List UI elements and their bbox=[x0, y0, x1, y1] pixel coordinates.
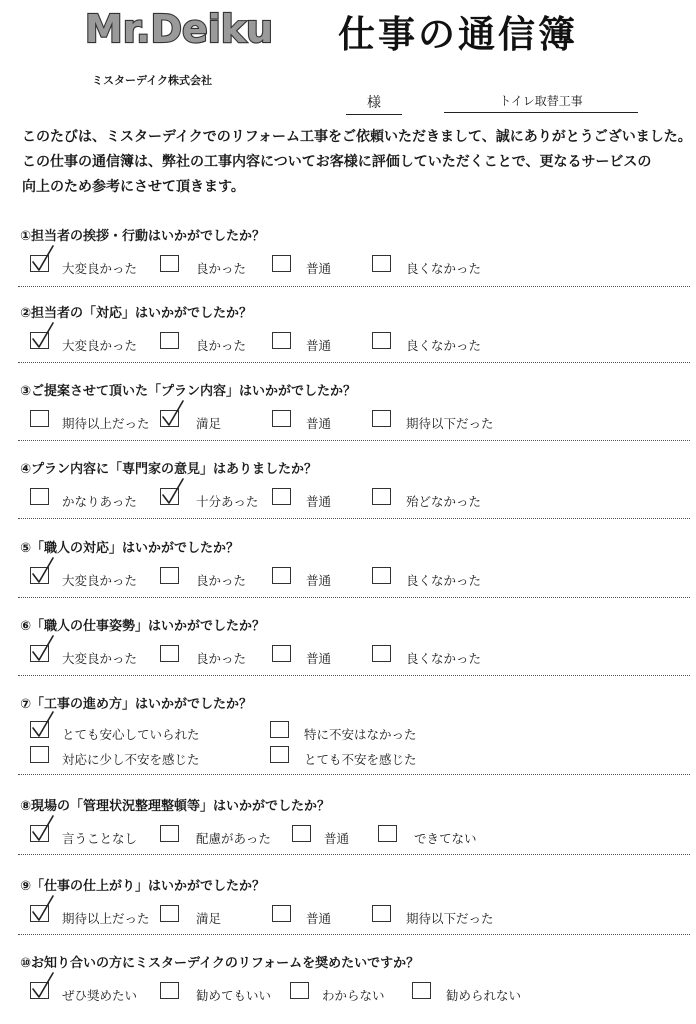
option-label: 満足 bbox=[196, 911, 222, 926]
option-label: 殆どなかった bbox=[406, 494, 482, 509]
option-label: 良くなかった bbox=[406, 573, 482, 588]
checkbox[interactable] bbox=[160, 332, 179, 349]
option-label: 勧められない bbox=[446, 988, 522, 1003]
checkbox[interactable] bbox=[30, 255, 49, 272]
question-title: ⑦「工事の進め方」はいかがでしたか？ bbox=[20, 697, 253, 712]
check-mark-icon bbox=[29, 634, 57, 664]
checkbox[interactable] bbox=[272, 488, 291, 505]
checkbox[interactable] bbox=[30, 825, 49, 842]
svg-text:Mr.Deiku: Mr.Deiku bbox=[84, 7, 274, 50]
option-label: 配慮があった bbox=[196, 831, 271, 846]
checkbox[interactable] bbox=[160, 905, 179, 922]
check-mark-icon bbox=[29, 971, 57, 1001]
option-label: 良くなかった bbox=[406, 261, 482, 276]
intro-line: このたびは、ミスターデイクでのリフォーム工事をご依頼いただきまして、誠にありがとうございました。 bbox=[22, 129, 692, 145]
section-divider bbox=[18, 675, 690, 676]
checkbox[interactable] bbox=[272, 255, 291, 272]
option-label: 十分あった bbox=[196, 494, 259, 509]
checkbox[interactable] bbox=[372, 488, 391, 505]
checkbox[interactable] bbox=[270, 721, 289, 738]
checkbox[interactable] bbox=[160, 488, 179, 505]
option-label: 期待以上だった bbox=[62, 416, 150, 431]
section-divider bbox=[18, 440, 690, 441]
option-label: 対応に少し不安を感じた bbox=[62, 752, 200, 767]
question-title: ⑧現場の「管理状況整理整頓等」はいかがでしたか？ bbox=[20, 799, 331, 814]
question-title: ④プラン内容に「専門家の意見」はありましたか？ bbox=[20, 462, 318, 477]
intro-line: この仕事の通信簿は、弊社の工事内容についてお客様に評価していただくことで、更なるサービスの bbox=[22, 154, 652, 170]
option-label: 普通 bbox=[306, 911, 332, 926]
option-label: 普通 bbox=[306, 261, 332, 276]
question-title: ⑩お知り合いの方にミスターデイクのリフォームを奨めたいですか？ bbox=[20, 956, 420, 971]
option-label: 勧めてもいい bbox=[196, 988, 272, 1003]
option-label: ぜひ奨めたい bbox=[62, 988, 138, 1003]
option-label: 普通 bbox=[306, 494, 332, 509]
option-label: 期待以上だった bbox=[62, 911, 150, 926]
option-label: 普通 bbox=[324, 831, 350, 846]
checkbox[interactable] bbox=[160, 982, 179, 999]
option-label: 普通 bbox=[306, 338, 332, 353]
checkbox[interactable] bbox=[372, 410, 391, 427]
checkbox[interactable] bbox=[30, 645, 49, 662]
option-label: 大変良かった bbox=[62, 573, 138, 588]
check-mark-icon bbox=[29, 894, 57, 924]
check-mark-icon bbox=[29, 710, 57, 740]
checkbox[interactable] bbox=[160, 410, 179, 427]
question-title: ⑤「職人の対応」はいかがでしたか？ bbox=[20, 541, 240, 556]
checkbox[interactable] bbox=[30, 721, 49, 738]
section-divider bbox=[18, 362, 690, 363]
option-label: 期待以下だった bbox=[406, 416, 494, 431]
question-title: ①担当者の挨拶・行動はいかがでしたか？ bbox=[20, 229, 266, 244]
option-label: 特に不安はなかった bbox=[304, 727, 417, 742]
option-label: 大変良かった bbox=[62, 261, 138, 276]
option-label: わからない bbox=[322, 988, 385, 1003]
option-label: 良くなかった bbox=[406, 651, 482, 666]
work-name-field: トイレ取替工事 bbox=[444, 92, 638, 113]
option-label: かなりあった bbox=[62, 494, 137, 509]
customer-name-field: 様 bbox=[346, 92, 402, 115]
check-mark-icon bbox=[29, 814, 57, 844]
checkbox[interactable] bbox=[30, 905, 49, 922]
checkbox[interactable] bbox=[30, 982, 49, 999]
checkbox[interactable] bbox=[272, 567, 291, 584]
check-mark-icon bbox=[159, 399, 187, 429]
checkbox[interactable] bbox=[160, 567, 179, 584]
option-label: 普通 bbox=[306, 651, 332, 666]
section-divider bbox=[18, 597, 690, 598]
check-mark-icon bbox=[29, 321, 57, 351]
checkbox[interactable] bbox=[272, 332, 291, 349]
checkbox[interactable] bbox=[30, 567, 49, 584]
check-mark-icon bbox=[29, 556, 57, 586]
option-label: 普通 bbox=[306, 416, 332, 431]
company-name: ミスターデイク株式会社 bbox=[92, 74, 213, 87]
option-label: できてない bbox=[414, 831, 477, 846]
option-label: 良かった bbox=[196, 651, 247, 666]
option-label: 期待以下だった bbox=[406, 911, 494, 926]
checkbox[interactable] bbox=[412, 982, 431, 999]
checkbox[interactable] bbox=[290, 982, 309, 999]
option-label: 良かった bbox=[196, 261, 247, 276]
checkbox[interactable] bbox=[270, 746, 289, 763]
option-label: とても不安を感じた bbox=[304, 752, 417, 767]
page-title: 仕事の通信簿 bbox=[338, 13, 578, 56]
checkbox[interactable] bbox=[372, 255, 391, 272]
checkbox[interactable] bbox=[160, 255, 179, 272]
option-label: 大変良かった bbox=[62, 338, 138, 353]
checkbox[interactable] bbox=[378, 825, 397, 842]
option-label: 言うことなし bbox=[62, 831, 138, 846]
section-divider bbox=[18, 854, 690, 855]
section-divider bbox=[18, 774, 690, 775]
section-divider bbox=[18, 518, 690, 519]
checkbox[interactable] bbox=[30, 746, 49, 763]
question-title: ③ご提案させて頂いた「プラン内容」はいかがでしたか？ bbox=[20, 384, 357, 399]
question-title: ⑥「職人の仕事姿勢」はいかがでしたか？ bbox=[20, 619, 266, 634]
question-title: ②担当者の「対応」はいかがでしたか？ bbox=[20, 306, 253, 321]
check-mark-icon bbox=[29, 244, 57, 274]
checkbox[interactable] bbox=[160, 825, 179, 842]
mr-deiku-logo bbox=[58, 6, 300, 50]
checkbox[interactable] bbox=[372, 567, 391, 584]
option-label: 普通 bbox=[306, 573, 332, 588]
option-label: 良くなかった bbox=[406, 338, 482, 353]
option-label: 大変良かった bbox=[62, 651, 138, 666]
checkbox[interactable] bbox=[30, 410, 49, 427]
intro-text bbox=[22, 125, 692, 200]
checkbox[interactable] bbox=[272, 645, 291, 662]
question-title: ⑨「仕事の仕上がり」はいかがでしたか？ bbox=[20, 879, 266, 894]
option-label: 良かった bbox=[196, 573, 247, 588]
intro-line: 向上のため参考にさせて頂きます。 bbox=[22, 179, 245, 195]
checkbox[interactable] bbox=[30, 332, 49, 349]
checkbox[interactable] bbox=[372, 905, 391, 922]
checkbox[interactable] bbox=[30, 488, 49, 505]
section-divider bbox=[18, 934, 690, 935]
option-label: 良かった bbox=[196, 338, 247, 353]
checkbox[interactable] bbox=[160, 645, 179, 662]
checkbox[interactable] bbox=[272, 410, 291, 427]
option-label: とても安心していられた bbox=[62, 727, 200, 742]
checkbox[interactable] bbox=[292, 825, 311, 842]
option-label: 満足 bbox=[196, 416, 222, 431]
checkbox[interactable] bbox=[372, 645, 391, 662]
checkbox[interactable] bbox=[372, 332, 391, 349]
section-divider bbox=[18, 286, 690, 287]
check-mark-icon bbox=[159, 477, 187, 507]
checkbox[interactable] bbox=[272, 905, 291, 922]
